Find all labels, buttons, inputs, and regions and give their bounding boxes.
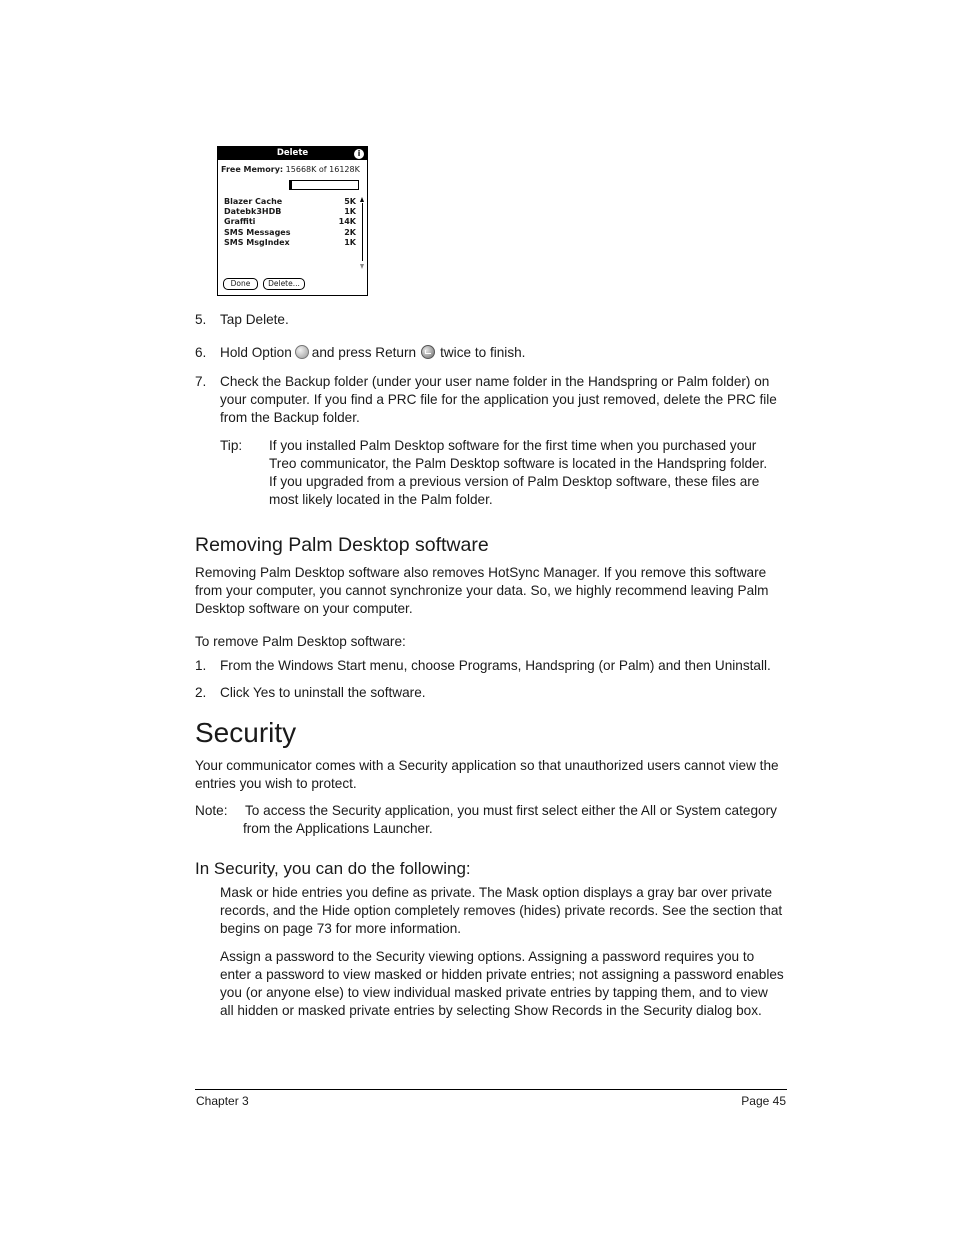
step-number: 5.	[195, 312, 207, 327]
app-list	[224, 197, 356, 248]
scroll-track	[362, 203, 363, 261]
app-list-item[interactable]	[224, 197, 356, 207]
step-number: 2.	[195, 685, 207, 700]
section-heading-removing: Removing Palm Desktop software	[195, 534, 489, 556]
line: To access the Security application, you must first select either the All or System category	[245, 803, 777, 818]
removing-paragraph	[195, 564, 769, 618]
line: all hidden or masked private entries by selecting Show Records in the Security dialog box.	[220, 1003, 762, 1018]
step-6-part-3: twice to finish.	[440, 345, 526, 360]
line: Your communicator comes with a Security application so that unauthorized users cannot view the	[195, 758, 779, 773]
footer-chapter: Chapter 3	[196, 1094, 249, 1108]
app-name: SMS MsgIndex	[224, 237, 290, 247]
line: entries you wish to protect.	[195, 776, 357, 791]
line: Assign a password to the Security viewing options. Assigning a password requires you to	[220, 949, 755, 964]
security-paragraph	[195, 757, 779, 793]
line: If you upgraded from a previous version of Palm Desktop software, these files are	[269, 474, 760, 489]
step-number: 6.	[195, 345, 207, 360]
line: from the Applications Launcher.	[243, 821, 433, 836]
app-name: Blazer Cache	[224, 197, 283, 206]
footer-rule	[195, 1089, 787, 1090]
scroll-down-icon[interactable]	[360, 264, 364, 269]
app-list-item[interactable]	[224, 207, 356, 217]
app-size: 5K	[344, 197, 356, 206]
security-subheading: In Security, you can do the following:	[195, 859, 471, 878]
tip-label: Tip:	[220, 438, 243, 453]
line: Check the Backup folder (under your user name folder in the Handspring or Palm folder) on	[220, 374, 770, 389]
done-button[interactable]: Done	[223, 278, 258, 290]
dialog-title: Delete	[218, 147, 367, 160]
app-list-item[interactable]	[224, 238, 356, 248]
free-memory-value: 15668K of 16128K	[285, 165, 360, 174]
option-key-icon	[295, 345, 309, 359]
step-6-part-1: Hold Option	[220, 345, 292, 360]
return-key-icon	[421, 345, 435, 359]
line: records, and the Hide option completely removes (hides) private records. See the section that	[220, 903, 783, 918]
app-name: SMS Messages	[224, 227, 291, 237]
info-icon[interactable]: i	[354, 149, 364, 159]
scroll-up-icon[interactable]	[360, 197, 364, 202]
line: Mask or hide entries you define as private. The Mask option displays a gray bar over private	[220, 885, 773, 900]
line: your computer. If you find a PRC file for the application you just removed, delete the PRC file	[220, 392, 777, 407]
app-list-item[interactable]	[224, 217, 356, 227]
app-name: Datebk3HDB	[224, 207, 282, 217]
line: you (or anyone else) to view individual masked private entries by tapping them, and to view	[220, 985, 768, 1000]
step-text: Tap Delete.	[220, 312, 289, 327]
memory-bar	[289, 180, 359, 190]
line: Desktop software on your computer.	[195, 601, 413, 616]
delete-dialog-screenshot	[217, 146, 368, 296]
line: begins on page 73 for more information.	[220, 921, 462, 936]
procedure-subhead: To remove Palm Desktop software:	[195, 634, 406, 649]
memory-bar-fill	[290, 181, 292, 189]
step-text: From the Windows Start menu, choose Programs, Handspring (or Palm) and then Uninstall.	[220, 658, 771, 673]
step-number: 7.	[195, 374, 207, 389]
app-name: Graffiti	[224, 217, 256, 227]
security-item-password	[220, 948, 784, 1020]
note-text	[245, 802, 777, 838]
app-size: 2K	[344, 227, 356, 237]
step-number: 1.	[195, 658, 207, 673]
scrollbar[interactable]	[360, 197, 365, 269]
free-memory-label: Free Memory:	[221, 165, 284, 174]
note-label: Note:	[195, 803, 228, 818]
line: Treo communicator, the Palm Desktop software is located in the Handspring folder.	[269, 456, 768, 471]
app-size: 14K	[338, 217, 356, 227]
step-6-part-2: and press Return	[311, 345, 417, 360]
line: Removing Palm Desktop software also removes HotSync Manager. If you remove this software	[195, 565, 767, 580]
line: enter a password to view masked or hidden private entries; not assigning a password enables	[220, 967, 784, 982]
security-item-mask	[220, 884, 782, 938]
line: If you installed Palm Desktop software for the first time when you purchased your	[269, 438, 757, 453]
free-memory	[221, 165, 360, 174]
app-size: 1K	[344, 207, 356, 217]
app-size: 1K	[344, 237, 356, 247]
line: most likely located in the Palm folder.	[269, 492, 493, 507]
chapter-heading-security: Security	[195, 717, 297, 748]
step-text	[220, 344, 525, 362]
tip-text	[269, 437, 767, 509]
delete-button[interactable]: Delete...	[263, 278, 305, 290]
step-text: Click Yes to uninstall the software.	[220, 685, 426, 700]
footer-page-number: Page 45	[741, 1094, 786, 1108]
line: from the Backup folder.	[220, 410, 360, 425]
app-list-item[interactable]	[224, 228, 356, 238]
line: from your computer, you cannot synchronize your data. So, we highly recommend leaving Palm	[195, 583, 769, 598]
step-text	[220, 373, 777, 427]
